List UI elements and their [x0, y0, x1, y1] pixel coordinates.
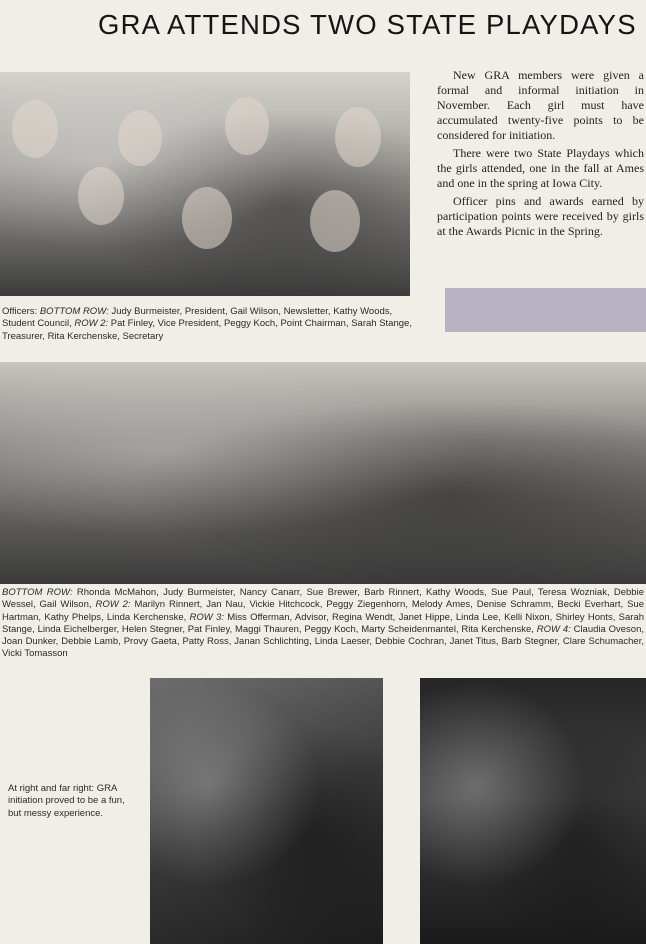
row-label: ROW 4: [536, 623, 571, 635]
row-names: Pat Finley, Vice President, Peggy Koch, Point Chairman, Sarah Stange, Treasurer, Rita Kerchenske, Secretary [2, 318, 412, 342]
group-caption [2, 587, 644, 661]
row-label: ROW 2: [74, 318, 109, 330]
article-paragraph: New GRA members were given a formal and informal initiation in November. Each girl must have accumulated twenty-five points to be considered for initiation. [437, 68, 644, 142]
initiation-caption: At right and far right: GRA initiation proved to be a fun, but messy experience. [8, 783, 125, 819]
row-label: BOTTOM ROW: [39, 306, 109, 317]
group-photo [0, 362, 646, 584]
article-paragraph: There were two State Playdays which the girls attended, one in the fall at Ames and one in the spring at Iowa City. [437, 146, 644, 190]
row-label: BOTTOM ROW: [2, 587, 73, 598]
article-paragraph: Officer pins and awards earned by participation points were received by girls at the Awards Picnic in the Spring. [437, 194, 644, 238]
row-names: Marilyn Rinnert, Jan Nau, Vickie Hitchcock, Peggy Ziegenhorn, Melody Ames, Denise Schramm, Becki Everhart, Sue Hartman, Kathy Phelps, Linda Kerchenske, [2, 599, 644, 623]
row-names: Judy Burmeister, President, Gail Wilson, Newsletter, Kathy Woods, Student Council, [2, 306, 393, 330]
officers-photo [0, 72, 410, 296]
initiation-photo-right [420, 678, 646, 944]
page-headline: GRA ATTENDS TWO STATE PLAYDAYS [98, 9, 637, 40]
row-label: ROW 2: [95, 599, 131, 611]
article-body [437, 68, 644, 242]
officers-caption [2, 306, 422, 343]
initiation-photo-center [150, 678, 383, 944]
row-names: Miss Offerman, Advisor, Regina Wendt, Janet Hippe, Linda Lee, Kelli Nixon, Shirley Honts, Sarah Stange, Linda Eichelberger, Helen Stegner, Pat Finley, Maggi Thauren, Peggy Koch, Marty Scheidenmantel, Rita Kerchenske, [2, 611, 645, 635]
row-names: Claudia Oveson, Joan Dunker, Debbie Lamb, Provy Gaeta, Patty Ross, Janan Schlichting, Linda Laeser, Debbie Cochran, Janet Titus, Barb Stegner, Clare Schumacher, Vicki Tomasson [2, 623, 644, 660]
decorative-bar [445, 288, 646, 332]
row-names: Rhonda McMahon, Judy Burmeister, Nancy Canarr, Sue Brewer, Barb Rinnert, Kathy Woods, Sue Paul, Teresa Wozniak, Debbie Wessel, Gail Wilson, [2, 587, 644, 611]
caption-prefix: Officers: [2, 306, 40, 317]
row-label: ROW 3: [189, 611, 224, 623]
